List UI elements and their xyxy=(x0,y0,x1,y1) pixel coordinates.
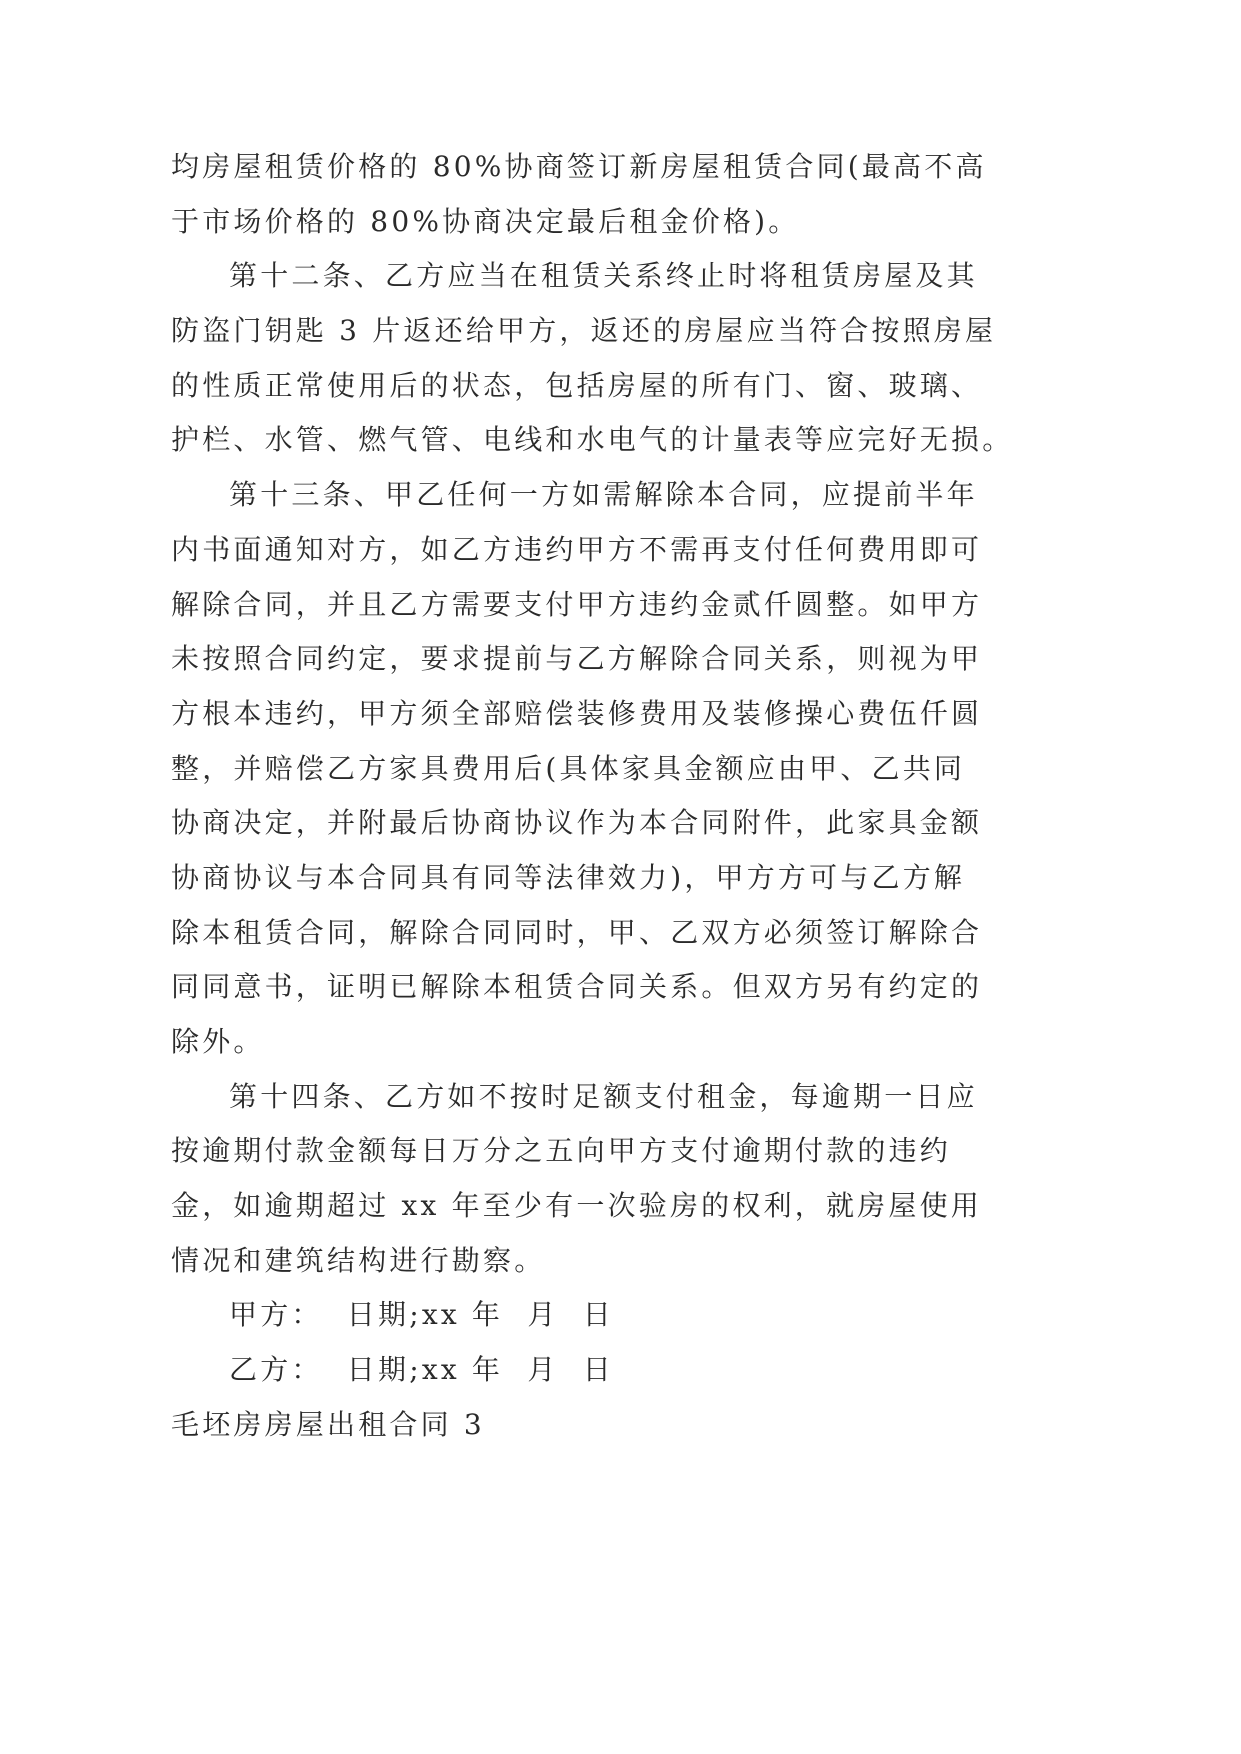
article-13-first-line: 第十三条、甲乙任何一方如需解除本合同，应提前半年 xyxy=(229,478,978,512)
text-line: 方根本违约，甲方须全部赔偿装修费用及装修操心费伍仟圆 xyxy=(171,696,983,730)
party-a-signature-line: 甲方： 日期;xx 年 月 日 xyxy=(229,1298,614,1332)
text-line: 情况和建筑结构进行勘察。 xyxy=(171,1243,546,1277)
text-line: 除本租赁合同，解除合同同时，甲、乙双方必须签订解除合 xyxy=(171,915,983,949)
next-contract-title: 毛坯房房屋出租合同 3 xyxy=(171,1407,485,1441)
text-line: 的性质正常使用后的状态，包括房屋的所有门、窗、玻璃、 xyxy=(171,368,983,402)
article-14-first-line: 第十四条、乙方如不按时足额支付租金，每逾期一日应 xyxy=(229,1079,978,1113)
text-line: 防盗门钥匙 3 片返还给甲方，返还的房屋应当符合按照房屋 xyxy=(171,314,997,348)
text-line: 同同意书，证明已解除本租赁合同关系。但双方另有约定的 xyxy=(171,970,983,1004)
text-line: 除外。 xyxy=(171,1025,265,1058)
text-line: 于市场价格的 80%协商决定最后租金价格)。 xyxy=(171,204,800,238)
text-line: 内书面通知对方，如乙方违约甲方不需再支付任何费用即可 xyxy=(171,532,983,566)
document-body xyxy=(171,140,1014,1453)
article-12-first-line: 第十二条、乙方应当在租赁关系终止时将租赁房屋及其 xyxy=(229,259,978,293)
text-line: 金，如逾期超过 xx 年至少有一次验房的权利，就房屋使用 xyxy=(171,1189,982,1223)
text-line: 协商协议与本合同具有同等法律效力)，甲方方可与乙方解 xyxy=(171,860,966,894)
text-line: 整，并赔偿乙方家具费用后(具体家具金额应由甲、乙共同 xyxy=(171,751,966,785)
text-line: 护栏、水管、燃气管、电线和水电气的计量表等应完好无损。 xyxy=(171,423,1014,457)
text-line: 按逾期付款金额每日万分之五向甲方支付逾期付款的违约 xyxy=(171,1134,952,1168)
party-b-signature-line: 乙方： 日期;xx 年 月 日 xyxy=(229,1353,614,1387)
text-line: 未按照合同约定，要求提前与乙方解除合同关系，则视为甲 xyxy=(171,642,983,676)
text-line: 协商决定，并附最后协商协议作为本合同附件，此家具金额 xyxy=(171,806,983,840)
text-line: 均房屋租赁价格的 80%协商签订新房屋租赁合同(最高不高 xyxy=(171,150,987,183)
text-line: 解除合同，并且乙方需要支付甲方违约金贰仟圆整。如甲方 xyxy=(171,587,983,621)
